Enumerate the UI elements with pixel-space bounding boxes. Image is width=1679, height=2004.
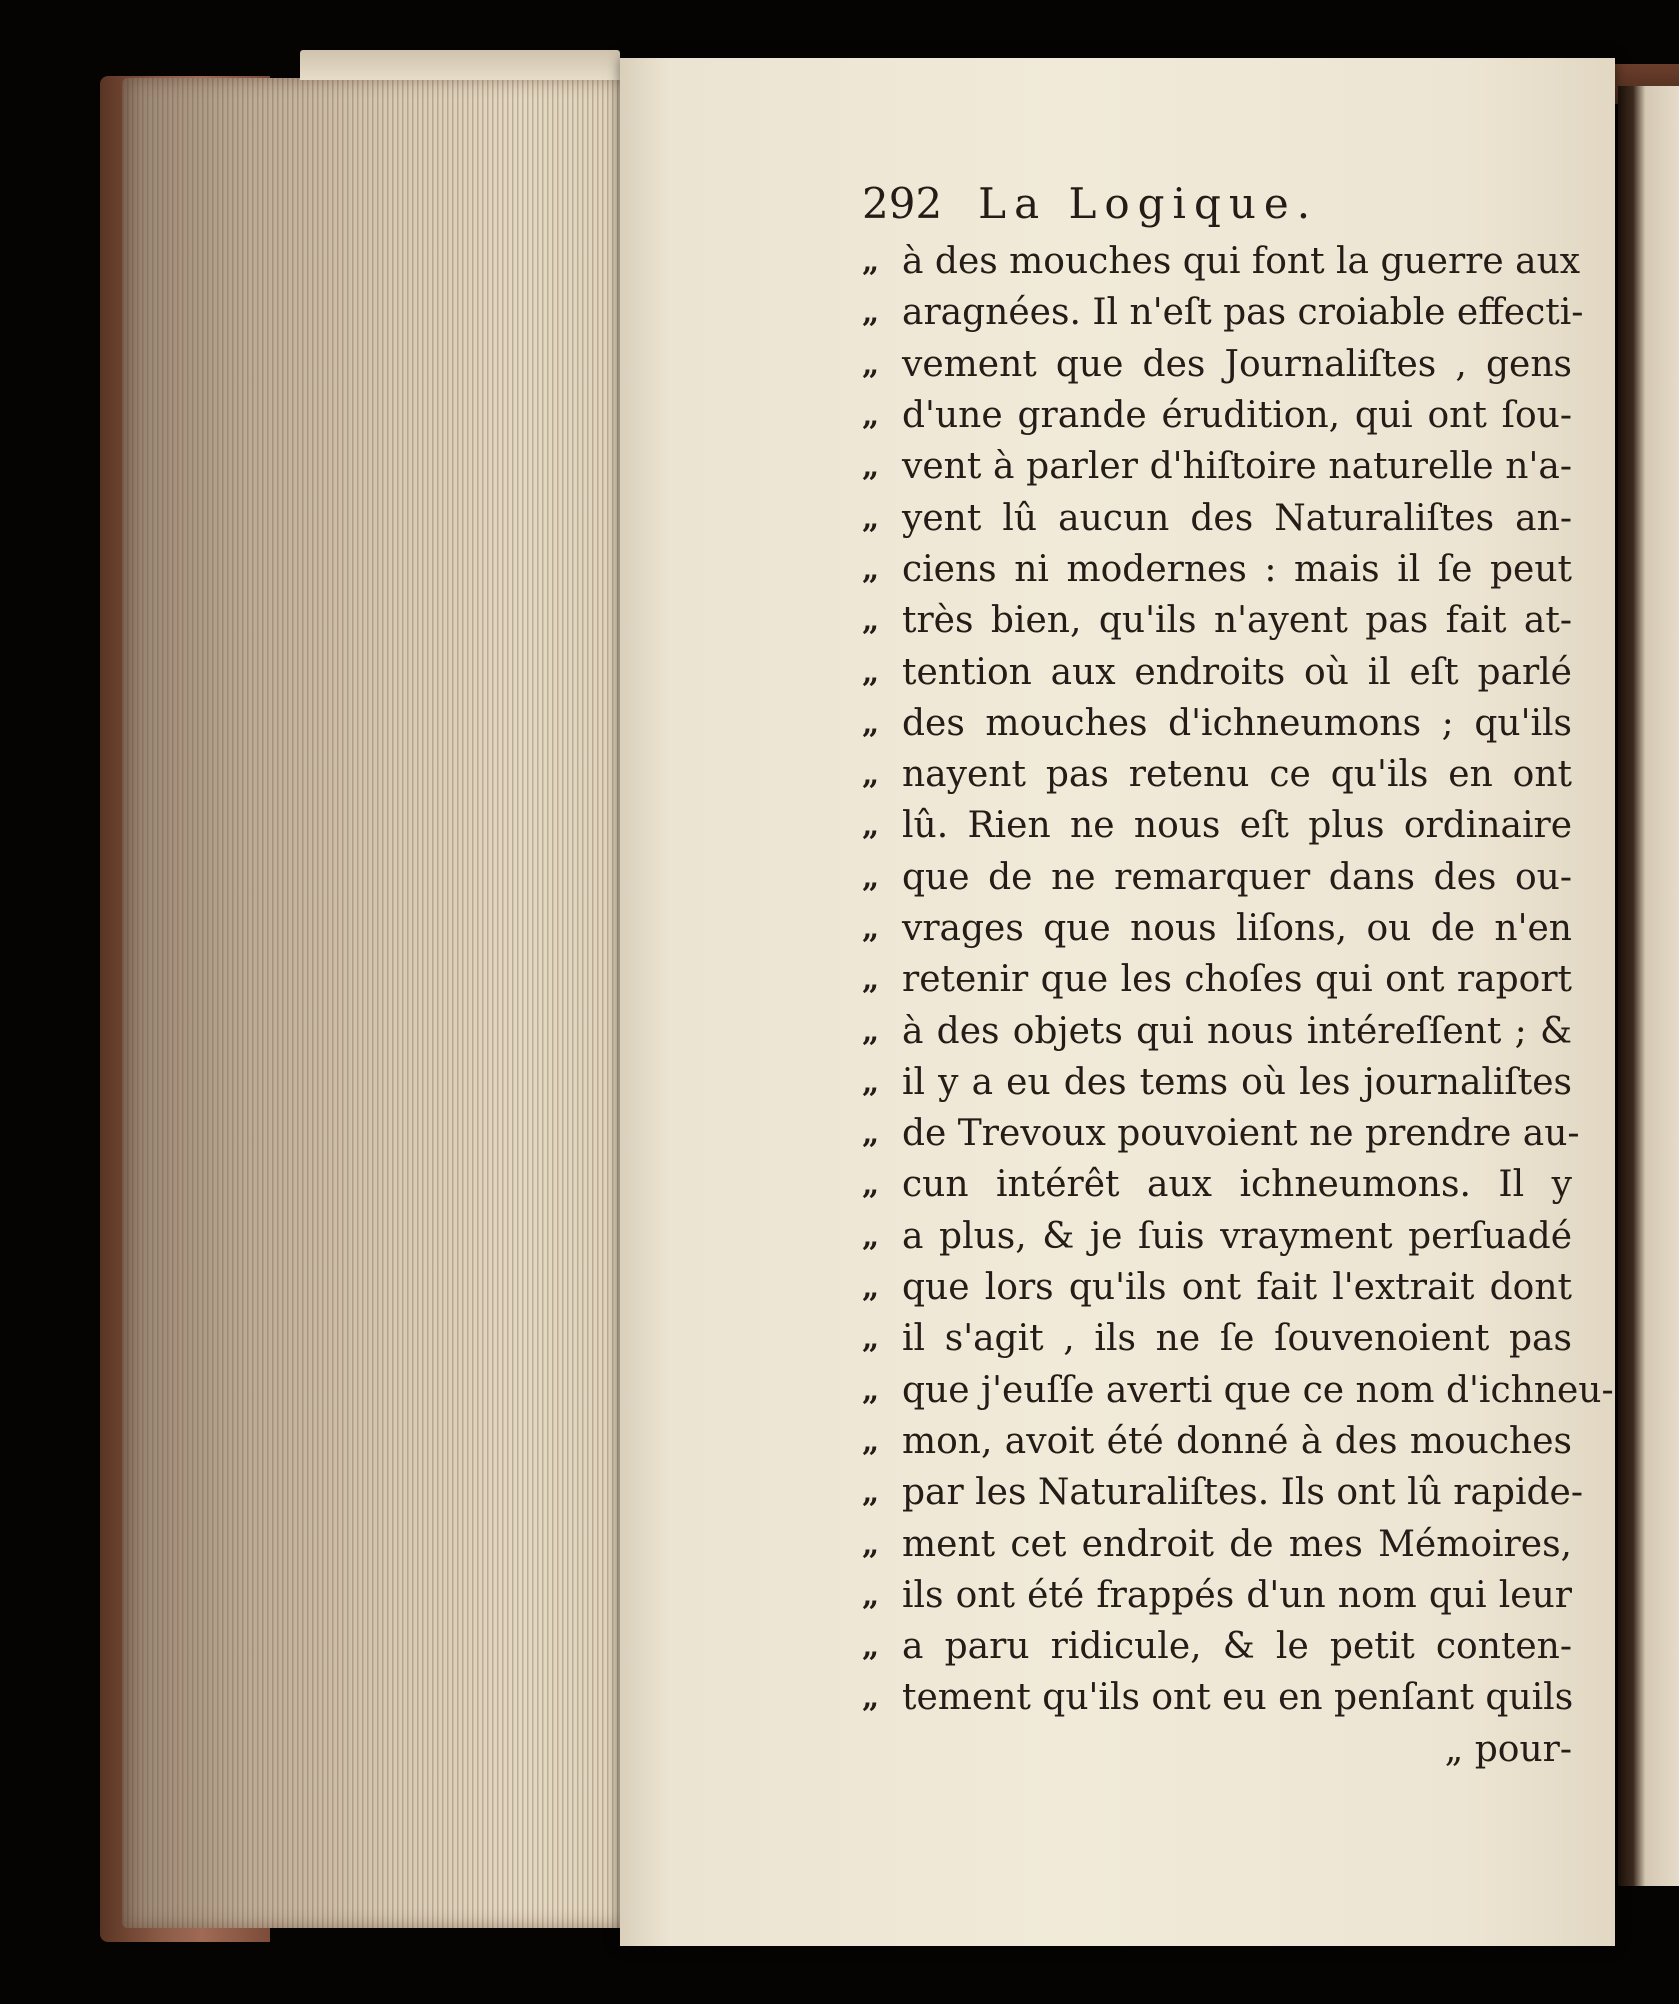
text-lines — [862, 236, 1614, 1775]
line-text: que j'euſſe averti que ce nom d'ichneu- — [902, 1369, 1614, 1411]
text-line — [862, 1313, 1572, 1364]
catchword: „ pour- — [1444, 1728, 1572, 1770]
line-text: retenir que les choſes qui ont raport — [902, 959, 1572, 1001]
line-text: tention aux endroits où il eſt parlé — [902, 651, 1572, 693]
text-line — [862, 1159, 1572, 1210]
quote-mark: „ — [862, 962, 880, 998]
line-text: que de ne remarquer dans des ou- — [902, 856, 1572, 898]
text-line — [862, 441, 1572, 492]
line-text: ment cet endroit de mes Mémoires, — [902, 1523, 1572, 1565]
text-line — [862, 492, 1572, 543]
page-edges — [122, 78, 622, 1928]
quote-mark: „ — [862, 500, 880, 536]
line-text: ciens ni modernes : mais il ſe peut — [902, 548, 1572, 590]
quote-mark: „ — [862, 1218, 880, 1254]
line-text: il y a eu des tems où les journaliſtes — [902, 1061, 1572, 1103]
text-line — [862, 390, 1572, 441]
text-line — [862, 236, 1581, 287]
line-text: vrages que nous liſons, ou de n'en — [902, 908, 1572, 949]
text-line — [862, 1570, 1572, 1621]
line-text: lû. Rien ne nous eſt plus ordinaire — [902, 805, 1572, 847]
running-title: La Logique. — [978, 179, 1319, 228]
quote-mark: „ — [862, 1526, 880, 1562]
quote-mark: „ — [862, 705, 880, 741]
line-text: il s'agit , ils ne ſe ſouvenoient pas — [902, 1318, 1572, 1360]
text-line — [862, 1621, 1572, 1672]
text-line — [862, 1108, 1580, 1159]
quote-mark: „ — [862, 1013, 880, 1049]
quote-mark: „ — [862, 398, 880, 434]
text-line — [862, 1057, 1572, 1108]
text-line — [862, 1672, 1572, 1723]
quote-mark: „ — [862, 1577, 880, 1613]
line-text: ils ont été frappés d'un nom qui leur — [902, 1574, 1572, 1616]
text-line — [862, 852, 1572, 903]
quote-mark: „ — [862, 449, 880, 485]
text-line — [862, 1365, 1614, 1416]
text-line — [862, 1518, 1572, 1569]
text-line — [862, 800, 1572, 851]
text-line — [862, 749, 1572, 800]
line-text: cun intérêt aux ichneumons. Il y — [902, 1164, 1572, 1206]
quote-mark: „ — [862, 1064, 880, 1100]
quote-mark: „ — [862, 859, 880, 895]
quote-mark: „ — [862, 911, 880, 946]
quote-mark: „ — [862, 654, 880, 690]
line-text: que lors qu'ils ont fait l'extrait dont — [902, 1267, 1572, 1309]
text-line — [862, 595, 1572, 646]
quote-mark: „ — [862, 551, 880, 587]
line-text: a plus, & je ſuis vrayment perſuadé — [902, 1215, 1572, 1257]
text-line — [862, 1262, 1572, 1313]
text-line — [862, 646, 1572, 697]
quote-mark: „ — [862, 1475, 880, 1511]
catchword-line — [862, 1724, 1572, 1775]
text-line — [862, 954, 1572, 1005]
line-text: d'une grande érudition, qui ont ſou- — [902, 395, 1572, 437]
quote-mark: „ — [862, 295, 880, 331]
quote-mark: „ — [862, 603, 880, 639]
line-text: vent à parler d'hiſtoire naturelle n'a- — [902, 446, 1572, 488]
text-line — [862, 1211, 1572, 1262]
text-line — [862, 544, 1572, 595]
quote-mark: „ — [862, 1629, 880, 1665]
line-text: mon, avoit été donné à des mouches — [902, 1420, 1572, 1462]
quote-mark: „ — [862, 1116, 880, 1152]
text-line — [862, 1467, 1583, 1518]
page-number: 292 — [862, 179, 943, 228]
text-line — [862, 698, 1572, 749]
line-text: tement qu'ils ont eu en penſant quils — [902, 1677, 1574, 1719]
line-text: a paru ridicule, & le petit conten- — [902, 1626, 1572, 1668]
line-text: yent lû aucun des Naturaliſtes an- — [902, 497, 1572, 539]
line-text: par les Naturaliſtes. Ils ont lû rapide- — [902, 1472, 1583, 1514]
line-text: de Trevoux pouvoient ne prendre au- — [902, 1113, 1580, 1155]
quote-mark: „ — [862, 1270, 880, 1306]
line-text: nayent pas retenu ce qu'ils en ont — [902, 754, 1572, 796]
line-text: des mouches d'ichneumons ; qu'ils — [902, 702, 1572, 744]
text-line — [862, 339, 1572, 390]
quote-mark: „ — [862, 757, 880, 793]
quote-mark: „ — [862, 1372, 880, 1408]
quote-mark: „ — [862, 244, 880, 280]
line-text: très bien, qu'ils n'ayent pas fait at- — [902, 600, 1572, 642]
text-line — [862, 287, 1584, 338]
text-line — [862, 1416, 1572, 1467]
line-text: à des objets qui nous intéreſſent ; & — [902, 1010, 1572, 1052]
quote-mark: „ — [862, 1167, 880, 1203]
text-line — [862, 903, 1572, 954]
running-head — [862, 180, 1462, 228]
page-edges-top — [300, 50, 620, 80]
facing-page-edge — [1618, 86, 1679, 1886]
text-line — [862, 1005, 1572, 1056]
quote-mark: „ — [862, 1321, 880, 1357]
quote-mark: „ — [862, 1680, 880, 1716]
quote-mark: „ — [862, 808, 880, 844]
quote-mark: „ — [862, 1423, 880, 1459]
line-text: vement que des Journaliſtes , gens — [902, 343, 1572, 385]
line-text: aragnées. Il n'eſt pas croiable effecti- — [902, 292, 1584, 334]
line-text: à des mouches qui font la guerre aux — [902, 241, 1581, 283]
quote-mark: „ — [862, 346, 880, 382]
